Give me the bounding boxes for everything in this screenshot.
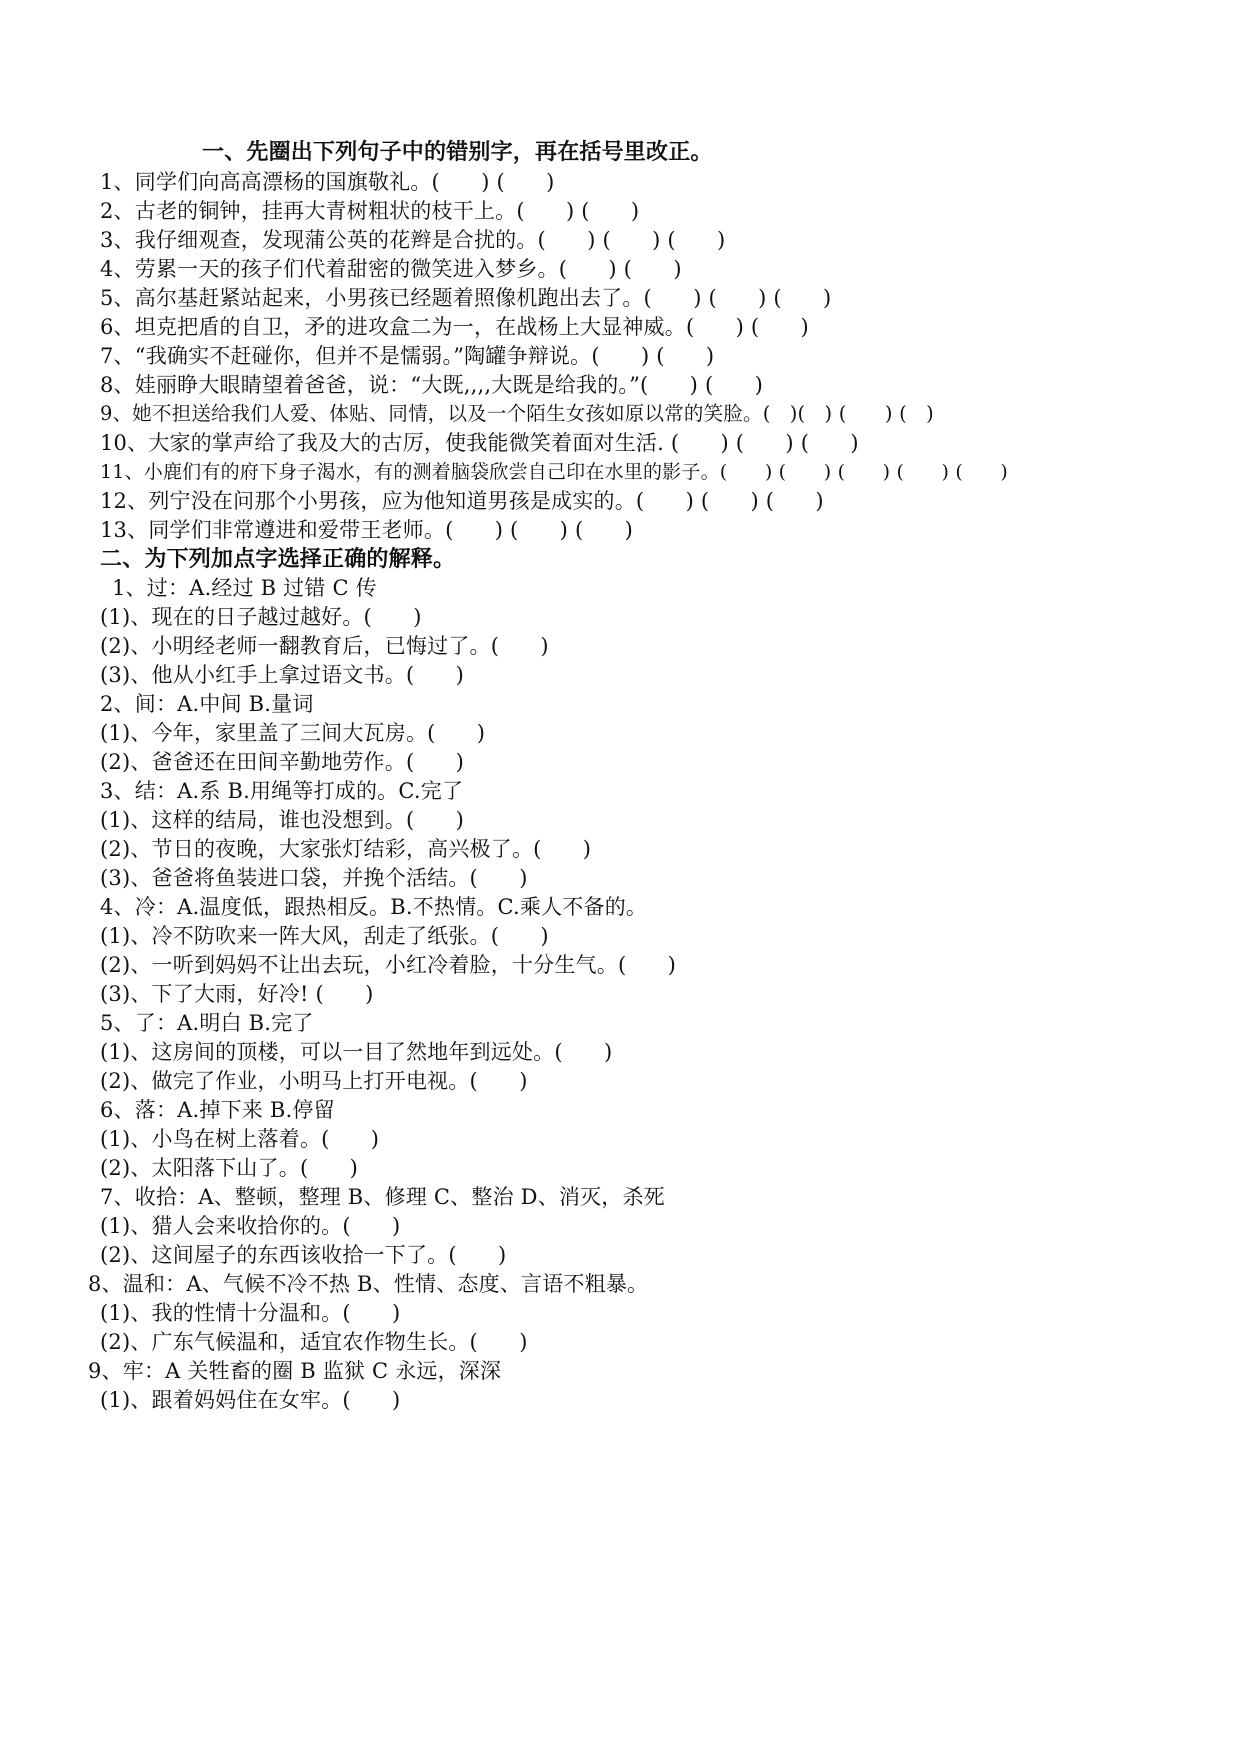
group-title: 6、落：A.掉下来 B.停留 [100, 1098, 335, 1122]
group-title: 2、间：A.中间 B.量词 [100, 692, 314, 716]
group-title: 1、过：A.经过 B 过错 C 传 [112, 576, 377, 600]
group-item: (1)、猎人会来收拾你的。( ) [100, 1214, 401, 1238]
group-item: (1)、我的性情十分温和。( ) [100, 1301, 401, 1325]
section1-item: 12、列宁没在问那个小男孩，应为他知道男孩是成实的。( ) ( ) ( ) [100, 489, 824, 513]
group-item: (2)、做完了作业，小明马上打开电视。( ) [100, 1069, 528, 1093]
group-item: (1)、今年，家里盖了三间大瓦房。( ) [100, 721, 486, 745]
section1-item: 3、我仔细观查，发现蒲公英的花辫是合扰的。( ) ( ) ( ) [100, 228, 726, 252]
section1-item: 9、她不担送给我们人爱、体贴、同情，以及一个陌生女孩如原以常的笑脸。( )( ) ( ) ( ) [100, 402, 934, 425]
group-title: 7、收拾：A、整顿，整理 B、修理 C、整治 D、消灭，杀死 [100, 1185, 665, 1209]
group-item: (2)、小明经老师一翻教育后，已悔过了。( ) [100, 634, 549, 658]
group-title: 5、了：A.明白 B.完了 [100, 1011, 314, 1035]
section1-item: 11、小鹿们有的府下身子渴水，有的测着脑袋欣尝自己印在水里的影子。( ) ( ) ( ) ( ) ( ) [100, 461, 1009, 483]
group-item: (2)、节日的夜晚，大家张灯结彩，高兴极了。( ) [100, 837, 592, 861]
section1-item: 1、同学们向高高漂杨的国旗敬礼。( ) ( ) [100, 170, 555, 194]
section2-heading: 二、为下列加点字选择正确的解释。 [100, 546, 456, 572]
group-item: (1)、跟着妈妈住在女牢。( ) [100, 1388, 401, 1412]
group-item: (1)、小鸟在树上落着。( ) [100, 1127, 380, 1151]
section1-item: 2、古老的铜钟，挂再大青树粗状的枝干上。( ) ( ) [100, 199, 640, 223]
section1-item: 13、同学们非常遵进和爱带王老师。( ) ( ) ( ) [100, 518, 633, 542]
group-item: (2)、这间屋子的东西该收拾一下了。( ) [100, 1243, 507, 1267]
group-title: 4、冷：A.温度低，跟热相反。B.不热情。C.乘人不备的。 [100, 895, 648, 919]
section1-item: 8、娃丽睁大眼睛望着爸爸，说：“大既,,,,大既是给我的。”( ) ( ) [100, 373, 763, 397]
group-title: 8、温和：A、气候不冷不热 B、性情、态度、言语不粗暴。 [88, 1272, 649, 1296]
section1-item: 6、坦克把盾的自卫，矛的进攻盒二为一，在战杨上大显神威。( ) ( ) [100, 315, 809, 339]
section1-heading: 一、先圈出下列句子中的错别字，再在括号里改正。 [202, 139, 713, 165]
group-title: 9、牢：A 关牲畜的圈 B 监狱 C 永远，深深 [88, 1359, 502, 1383]
group-item: (2)、太阳落下山了。( ) [100, 1156, 358, 1180]
group-item: (2)、爸爸还在田间辛勤地劳作。( ) [100, 750, 464, 774]
section1-item: 4、劳累一天的孩子们代着甜密的微笑进入梦乡。( ) ( ) [100, 257, 682, 281]
section1-item: 7、“我确实不赶碰你，但并不是懦弱。”陶罐争辩说。( ) ( ) [100, 344, 715, 368]
group-item: (2)、一听到妈妈不让出去玩，小红冷着脸，十分生气。( ) [100, 953, 676, 977]
group-item: (1)、冷不防吹来一阵大风，刮走了纸张。( ) [100, 924, 549, 948]
section1-item: 10、大家的掌声给了我及大的古厉，使我能微笑着面对生活. ( ) ( ) ( ) [100, 431, 859, 455]
group-item: (3)、他从小红手上拿过语文书。( ) [100, 663, 464, 687]
group-title: 3、结：A.系 B.用绳等打成的。C.完了 [100, 779, 464, 803]
section1-item: 5、高尔基赶紧站起来，小男孩已经题着照像机跑出去了。( ) ( ) ( ) [100, 286, 832, 310]
group-item: (1)、这房间的顶楼，可以一目了然地年到远处。( ) [100, 1040, 613, 1064]
group-item: (1)、这样的结局，谁也没想到。( ) [100, 808, 464, 832]
group-item: (3)、爸爸将鱼装进口袋，并挽个活结。( ) [100, 866, 528, 890]
group-item: (2)、广东气候温和，适宜农作物生长。( ) [100, 1330, 528, 1354]
group-item: (3)、下了大雨，好冷! ( ) [100, 982, 374, 1006]
group-item: (1)、现在的日子越过越好。( ) [100, 605, 422, 629]
